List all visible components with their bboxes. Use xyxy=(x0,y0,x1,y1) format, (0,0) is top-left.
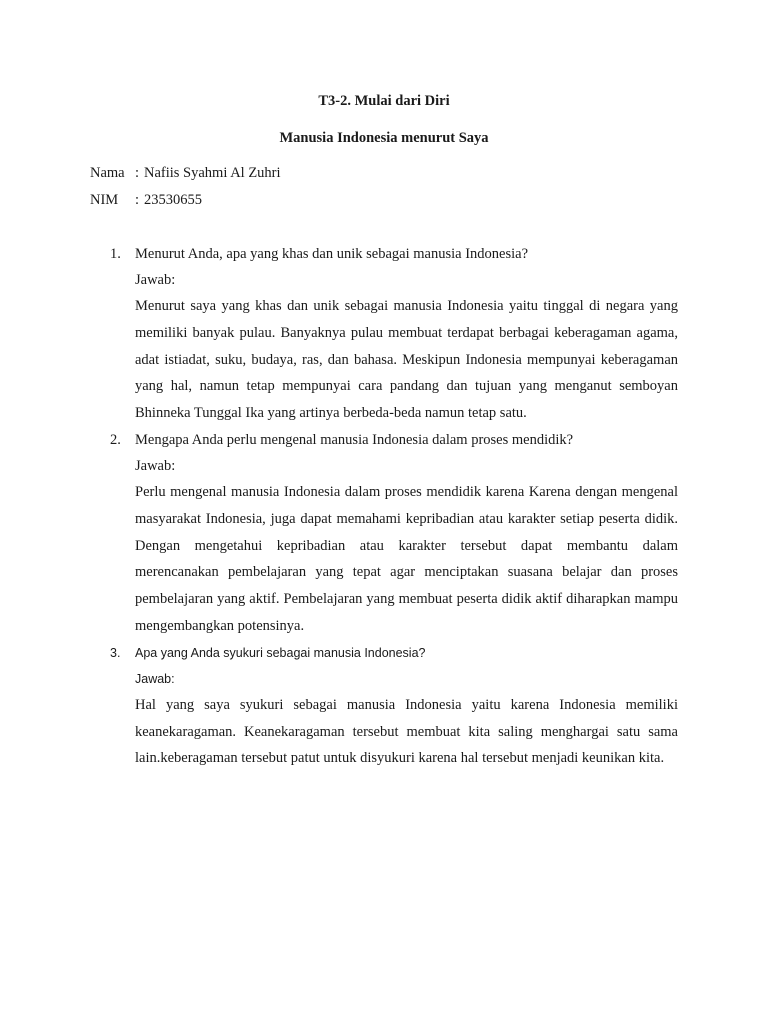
document-subtitle: Manusia Indonesia menurut Saya xyxy=(279,130,489,146)
nim-row xyxy=(90,187,281,214)
question-text: Menurut Anda, apa yang khas dan unik sebagai manusia Indonesia? xyxy=(135,246,529,262)
question-text: Mengapa Anda perlu mengenal manusia Indonesia dalam proses mendidik? xyxy=(135,431,574,448)
document-title: T3-2. Mulai dari Diri xyxy=(318,93,450,109)
question-body xyxy=(135,640,678,772)
answer-label: Jawab: xyxy=(135,671,175,686)
question-body xyxy=(135,241,678,427)
question-item-2 xyxy=(110,427,678,640)
question-list xyxy=(110,241,678,772)
question-item-3 xyxy=(110,640,678,772)
name-value: Nafiis Syahmi Al Zuhri xyxy=(144,165,281,181)
question-number: 2. xyxy=(110,431,121,448)
question-text: Apa yang Anda syukuri sebagai manusia Indonesia? xyxy=(135,645,426,660)
nim-separator: : xyxy=(135,192,140,208)
name-label: Nama xyxy=(90,165,125,181)
answer-label: Jawab: xyxy=(135,272,176,288)
answer-text: Hal yang saya syukuri sebagai manusia Indonesia yaitu karena Indonesia memiliki keanekaragaman. Keanekaragaman tersebut membuat kita saling menghargai satu sama lain.keberagaman tersebut patut untuk disyukuri karena hal tersebut menjadi keunikan kita. xyxy=(135,696,678,767)
question-number: 1. xyxy=(110,246,121,262)
answer-text: Menurut saya yang khas dan unik sebagai manusia Indonesia yaitu tinggal di negara yang memiliki banyak pulau. Banyaknya pulau membuat terdapat berbagai keberagaman agama, adat istiadat, suku, budaya, ras, dan bahasa. Meskipun Indonesia mempunyai keberagaman yang hal, namun tetap mempunyai cara pandang dan tujuan yang menganut semboyan Bhinneka Tunggal Ika yang artinya berbeda-beda namun tetap satu. xyxy=(135,298,678,422)
question-number: 3. xyxy=(110,645,121,660)
name-separator: : xyxy=(135,165,140,181)
name-row xyxy=(90,160,281,187)
answer-label: Jawab: xyxy=(135,457,176,474)
identity-block xyxy=(90,160,281,214)
question-item-1 xyxy=(110,241,678,427)
nim-label: NIM xyxy=(90,192,119,208)
nim-value: 23530655 xyxy=(144,192,202,208)
answer-text: Perlu mengenal manusia Indonesia dalam proses mendidik karena Karena dengan mengenal masyarakat Indonesia, juga dapat memahami kepribadian atau karakter setiap peserta didik. Dengan mengetahui kepribadian atau karakter tersebut dapat membantu dalam merencanakan pembelajaran yang tepat agar menciptakan suasana belajar dan proses pembelajaran yang aktif. Pembelajaran yang membuat peserta didik aktif diharapkan mampu mengembangkan potensinya. xyxy=(135,483,678,634)
question-body xyxy=(135,427,678,640)
